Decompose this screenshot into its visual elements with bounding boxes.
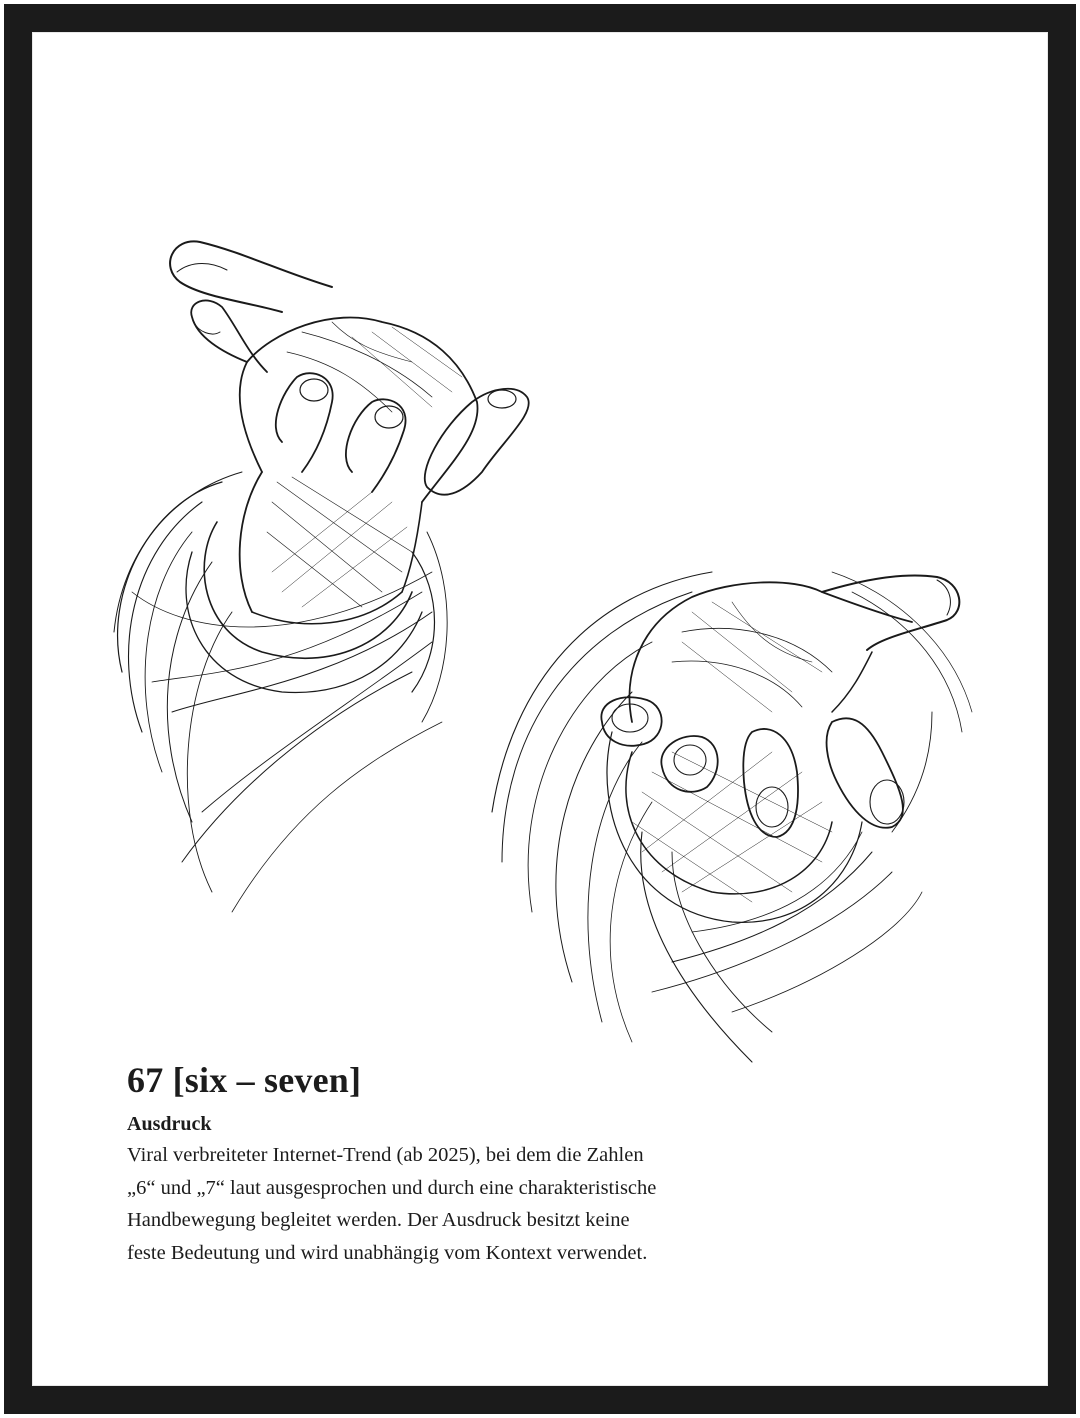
definition-line: Handbewegung begleitet werden. Der Ausdruck besitzt keine bbox=[127, 1209, 630, 1231]
definition-line: „6“ und „7“ laut ausgesprochen und durch eine charakteristische bbox=[127, 1176, 657, 1199]
entry-part-of-speech: Ausdruck bbox=[127, 1113, 212, 1135]
definition-line: feste Bedeutung und wird unabhängig vom Kontext verwendet. bbox=[127, 1241, 648, 1264]
entry-headword: 67 [six – seven] bbox=[127, 1060, 362, 1100]
poster-frame bbox=[4, 4, 1076, 1414]
left-hand-sketch bbox=[114, 241, 529, 912]
dictionary-entry bbox=[127, 1057, 847, 1269]
right-hand-sketch bbox=[492, 572, 972, 1062]
definition-line: Viral verbreiteter Internet-Trend (ab 2025), bei dem die Zahlen bbox=[127, 1144, 644, 1166]
entry-definition bbox=[127, 1139, 847, 1269]
